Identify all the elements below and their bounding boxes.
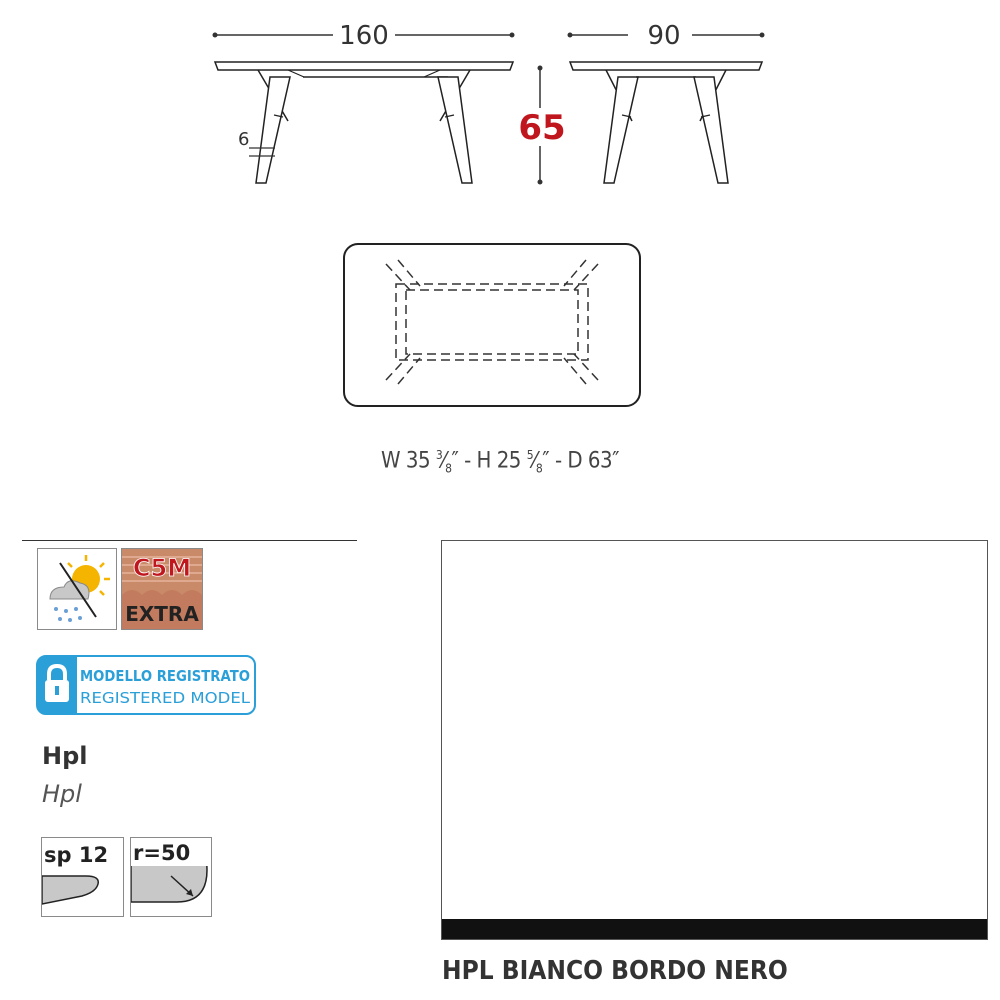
side-view-drawing xyxy=(560,15,770,195)
section-divider xyxy=(22,540,357,541)
radius-spec: r=50 xyxy=(133,841,191,865)
weather-resistant-icon xyxy=(37,548,117,630)
finish-label: HPL BIANCO BORDO NERO xyxy=(442,956,788,986)
imperial-height-denominator: 8 xyxy=(535,461,543,476)
extra-text: EXTRA xyxy=(125,602,199,626)
front-view-drawing xyxy=(200,15,530,195)
imperial-height-numerator: 5 xyxy=(526,448,534,462)
registered-line1: MODELLO REGISTRATO xyxy=(80,667,250,685)
side-depth-label: 90 xyxy=(647,21,681,51)
registered-model-badge xyxy=(36,655,256,715)
corner-radius-icon xyxy=(130,837,212,917)
c5m-extra-icon xyxy=(121,548,203,630)
imperial-depth: ″ - D 63″ xyxy=(542,448,619,474)
imperial-width-numerator: 3 xyxy=(435,448,443,462)
material-title: Hpl xyxy=(42,742,88,770)
thickness-spec: sp 12 xyxy=(44,843,109,867)
thickness-label: 6 xyxy=(238,129,250,150)
material-subtitle: Hpl xyxy=(42,780,82,808)
imperial-width: W 35 xyxy=(381,448,431,474)
registered-line2: REGISTERED MODEL xyxy=(80,689,251,707)
imperial-height: ″ - H 25 xyxy=(451,448,521,474)
height-label: 65 xyxy=(518,108,566,148)
imperial-width-denominator: 8 xyxy=(445,461,452,476)
top-view-drawing xyxy=(340,240,645,410)
swatch-black-edge xyxy=(442,919,987,939)
c5m-text: C5M xyxy=(132,554,192,582)
finish-swatch xyxy=(441,540,988,940)
edge-profile-icon xyxy=(41,837,124,917)
front-width-label: 160 xyxy=(339,21,389,51)
imperial-dimensions: W 35 $^3⁄_8''$ - H 25 $^5⁄_8''$ - D 63″ xyxy=(381,448,619,476)
